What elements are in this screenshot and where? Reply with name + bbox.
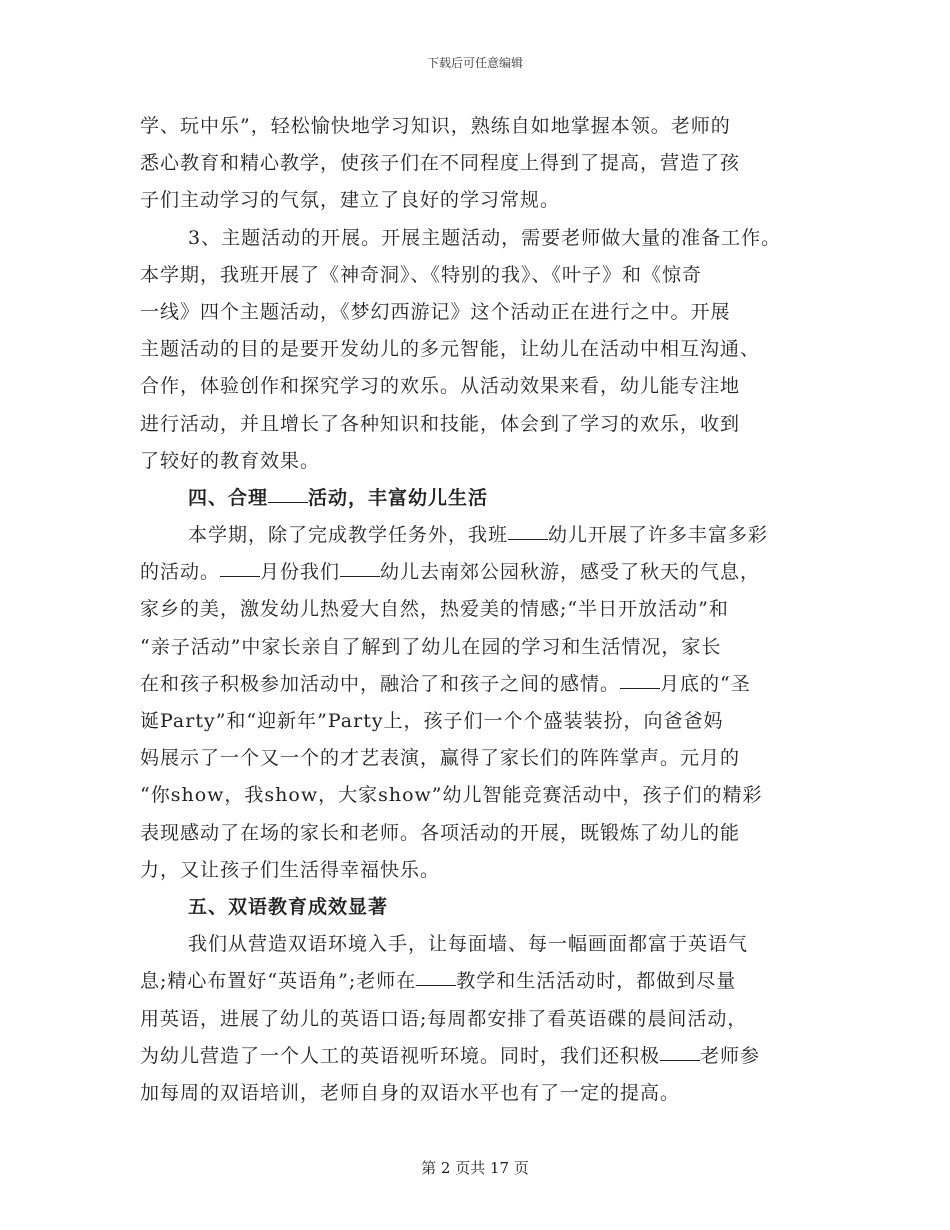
fill-in-blank xyxy=(416,965,456,986)
text-line xyxy=(140,443,810,480)
text-segment: 本学期，我班开展了《神奇洞》、《特别的我》、《叶子》和《惊奇 xyxy=(140,263,703,286)
text-segment: 在和孩子积极参加活动中，融洽了和孩子之间的感情。 xyxy=(140,672,621,695)
text-line xyxy=(140,703,810,740)
text-line xyxy=(140,220,810,257)
text-segment: “亲子活动”中家长亲自了解到了幼儿在园的学习和生活情况，家长 xyxy=(140,635,722,658)
text-line xyxy=(140,852,810,889)
text-segment: 进行活动，并且增长了各种知识和技能，体会到了学习的欢乐，收到 xyxy=(140,412,741,435)
page-footer: 第 2 页共 17 页 xyxy=(421,1159,529,1177)
text-segment: 了较好的教育效果。 xyxy=(140,449,321,472)
fill-in-blank xyxy=(508,519,548,540)
text-segment: 3、主题活动的开展。开展主题活动，需要老师做大量的准备工作。 xyxy=(188,226,782,249)
text-segment: 表现感动了在场的家长和老师。各项活动的开展，既锻炼了幼儿的能 xyxy=(140,821,741,844)
text-line xyxy=(140,591,810,628)
text-line xyxy=(140,145,810,182)
section-heading xyxy=(140,889,810,926)
text-segment: 主题活动的目的是要开发幼儿的多元智能，让幼儿在活动中相互沟通、 xyxy=(140,338,761,361)
text-line xyxy=(140,331,810,368)
text-segment: 五、双语教育成效显著 xyxy=(188,895,389,918)
text-line xyxy=(140,666,810,703)
text-segment: 本学期，除了完成教学任务外，我班 xyxy=(188,524,509,547)
text-segment: “你show，我show，大家show”幼儿智能竞赛活动中，孩子们的精彩 xyxy=(140,784,763,807)
fill-in-blank xyxy=(268,482,308,503)
text-line xyxy=(140,517,810,554)
text-segment: 活动，丰富幼儿生活 xyxy=(308,486,489,509)
text-segment: 为幼儿营造了一个人工的英语视听环境。同时，我们还积极 xyxy=(140,1044,661,1067)
text-line xyxy=(140,1038,810,1075)
text-segment: 的活动。 xyxy=(140,561,221,584)
text-segment: 诞Party”和“迎新年”Party上，孩子们一个个盛装装扮，向爸爸妈 xyxy=(140,710,724,732)
text-line xyxy=(140,926,810,963)
text-line xyxy=(140,963,810,1000)
text-line xyxy=(140,1075,810,1112)
text-line xyxy=(140,108,810,145)
text-segment: 息;精心布置好“英语角”;老师在 xyxy=(140,970,417,993)
text-segment: 我们从营造双语环境入手，让每面墙、每一幅画面都富于英语气 xyxy=(188,933,749,956)
text-segment: 用英语，进展了幼儿的英语口语;每周都安排了看英语碟的晨间活动， xyxy=(140,1007,748,1030)
text-segment: 幼儿开展了许多丰富多彩 xyxy=(548,524,769,547)
text-segment: 四、合理 xyxy=(188,486,269,509)
text-line xyxy=(140,1001,810,1038)
text-line xyxy=(140,777,810,814)
text-segment: 月份我们 xyxy=(260,561,341,584)
text-segment: 月底的“圣 xyxy=(660,672,751,695)
text-segment: 加每周的双语培训，老师自身的双语水平也有了一定的提高。 xyxy=(140,1081,681,1104)
text-line xyxy=(140,740,810,777)
text-line xyxy=(140,629,810,666)
text-segment: 合作，体验创作和探究学习的欢乐。从活动效果来看，幼儿能专注地 xyxy=(140,375,741,398)
text-segment: 妈展示了一个又一个的才艺表演，赢得了家长们的阵阵掌声。元月的 xyxy=(140,747,741,770)
fill-in-blank xyxy=(660,1040,700,1061)
text-segment: 幼儿去南郊公园秋游，感受了秋天的气息， xyxy=(380,561,761,584)
text-segment: 悉心教育和精心教学，使孩子们在不同程度上得到了提高，营造了孩 xyxy=(140,152,741,175)
text-segment: 力，又让孩子们生活得幸福快乐。 xyxy=(140,858,441,881)
fill-in-blank xyxy=(220,556,260,577)
text-segment: 子们主动学习的气氛，建立了良好的学习常规。 xyxy=(140,189,561,212)
text-segment: 家乡的美，激发幼儿热爱大自然，热爱美的情感;“半日开放活动”和 xyxy=(140,598,729,621)
text-segment: 老师参 xyxy=(700,1044,761,1067)
page-header: 下载后可任意编辑 xyxy=(426,56,523,70)
text-line xyxy=(140,406,810,443)
fill-in-blank xyxy=(340,556,380,577)
document-body xyxy=(140,108,810,1112)
text-line xyxy=(140,368,810,405)
text-segment: 教学和生活活动时，都做到尽量 xyxy=(456,970,737,993)
section-heading xyxy=(140,480,810,517)
text-segment: 一线》四个主题活动，《梦幻西游记》这个活动正在进行之中。开展 xyxy=(140,300,731,323)
text-line xyxy=(140,554,810,591)
text-line xyxy=(140,294,810,331)
text-segment: 学、玩中乐”，轻松愉快地学习知识，熟练自如地掌握本领。老师的 xyxy=(140,115,731,137)
fill-in-blank xyxy=(620,668,660,689)
text-line xyxy=(140,182,810,219)
text-line xyxy=(140,815,810,852)
text-line xyxy=(140,257,810,294)
